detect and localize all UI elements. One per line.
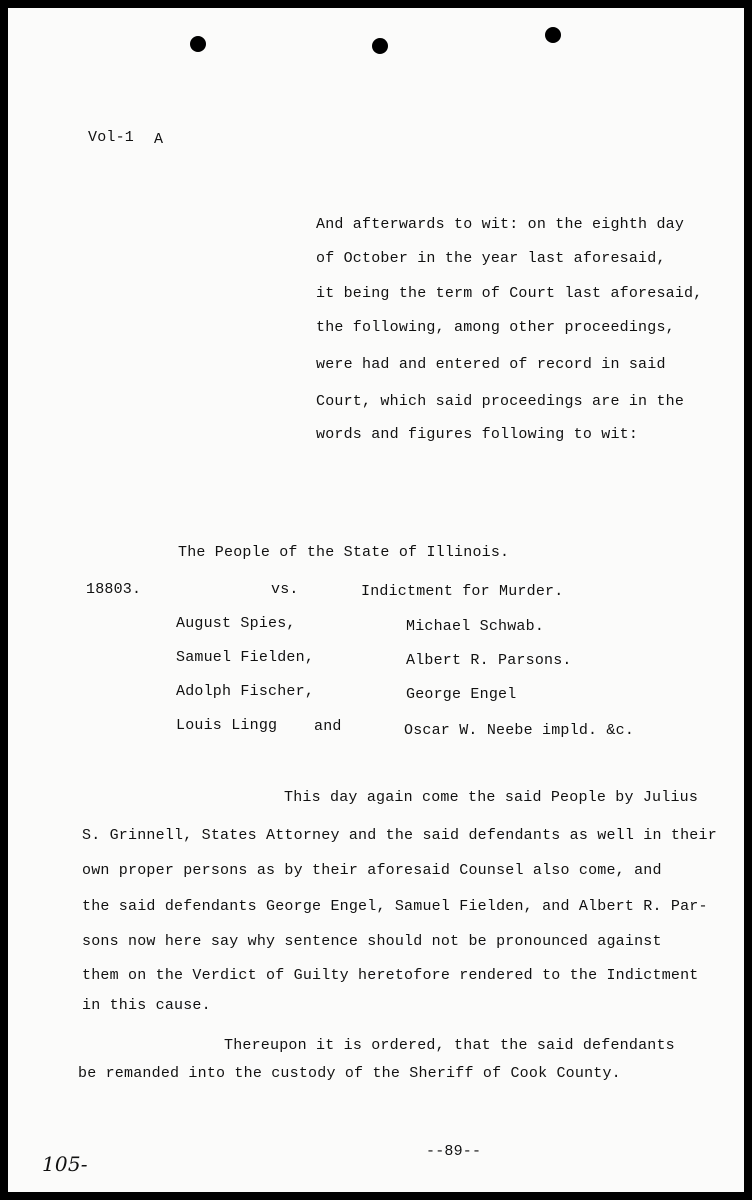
- punch-hole-left: [190, 36, 206, 52]
- defendant-name: Oscar W. Neebe impld. &c.: [404, 722, 635, 739]
- volume-label: Vol-1: [88, 129, 135, 146]
- body-line: own proper persons as by their aforesaid Counsel also come, and: [82, 862, 662, 879]
- body-line: in this cause.: [82, 997, 211, 1014]
- preamble-line: were had and entered of record in said: [316, 356, 666, 373]
- punch-hole-center: [372, 38, 388, 54]
- versus-label: vs.: [271, 581, 299, 598]
- body-line: the said defendants George Engel, Samuel Fielden, and Albert R. Par-: [82, 898, 708, 915]
- defendant-name: Samuel Fielden,: [176, 649, 315, 666]
- conjunction: and: [314, 718, 342, 735]
- preamble-line: words and figures following to wit:: [316, 426, 639, 443]
- body-line: Thereupon it is ordered, that the said defendants: [224, 1037, 675, 1054]
- preamble-line: it being the term of Court last aforesaid,: [316, 285, 703, 302]
- handwritten-folio-number: 105-: [42, 1152, 88, 1176]
- body-line: S. Grinnell, States Attorney and the said defendants as well in their: [82, 827, 717, 844]
- defendant-name: Adolph Fischer,: [176, 683, 315, 700]
- defendant-name: Louis Lingg: [176, 717, 278, 734]
- defendant-name: Michael Schwab.: [406, 618, 545, 635]
- defendant-name: Albert R. Parsons.: [406, 652, 572, 669]
- body-line: them on the Verdict of Guilty heretofore rendered to the Indictment: [82, 967, 699, 984]
- preamble-line: Court, which said proceedings are in the: [316, 393, 685, 410]
- preamble-line: of October in the year last aforesaid,: [316, 250, 666, 267]
- body-line: be remanded into the custody of the Sheriff of Cook County.: [78, 1065, 621, 1082]
- page-number: --89--: [426, 1143, 482, 1160]
- preamble-line: the following, among other proceedings,: [316, 319, 675, 336]
- defendant-name: August Spies,: [176, 615, 296, 632]
- charge-label: Indictment for Murder.: [361, 583, 564, 600]
- body-line: sons now here say why sentence should not be pronounced against: [82, 933, 662, 950]
- preamble-line: And afterwards to wit: on the eighth day: [316, 216, 685, 233]
- punch-hole-right: [545, 27, 561, 43]
- document-page: [8, 8, 744, 1192]
- volume-letter: A: [154, 131, 164, 148]
- defendant-name: George Engel: [406, 686, 517, 703]
- case-number: 18803.: [86, 581, 142, 598]
- body-line: This day again come the said People by Julius: [284, 789, 699, 806]
- caption-title: The People of the State of Illinois.: [178, 544, 510, 561]
